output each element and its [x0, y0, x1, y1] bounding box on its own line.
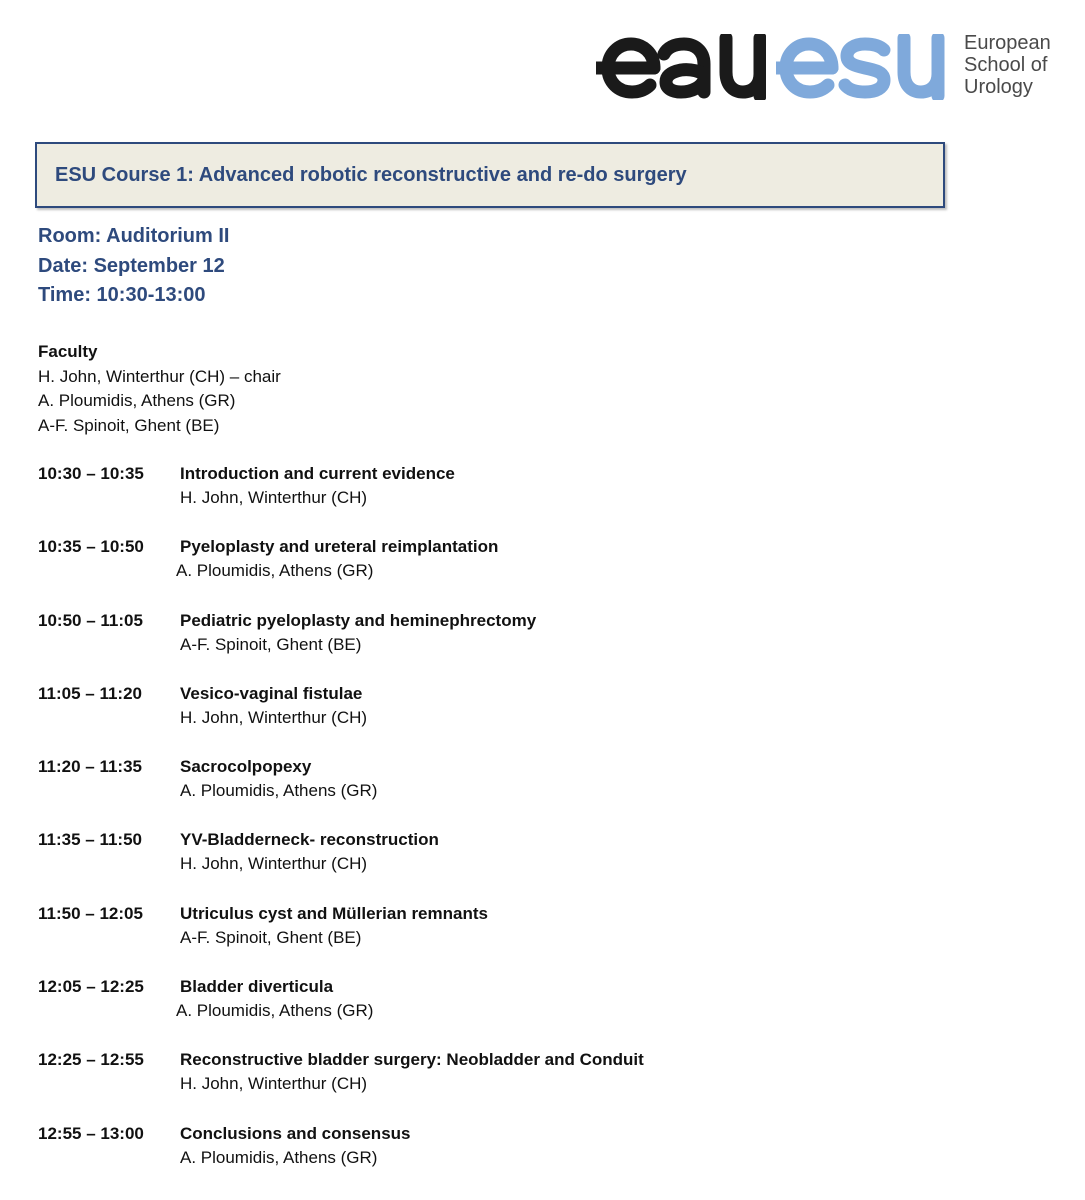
room-line: Room: Auditorium II [38, 225, 230, 247]
course-details [38, 222, 229, 311]
session-topic: Pediatric pyeloplasty and heminephrectomy [180, 610, 537, 630]
session-topic: Vesico-vaginal fistulae [180, 683, 363, 703]
session-topic: Utriculus cyst and Müllerian remnants [180, 903, 488, 923]
esu-logo [776, 34, 948, 100]
course-title-box [35, 142, 945, 208]
time-line: Time: 10:30-13:00 [38, 284, 206, 306]
session-topic: Conclusions and consensus [180, 1123, 411, 1143]
session-time: 11:35 – 11:50 [38, 830, 142, 850]
schedule-item [38, 828, 938, 901]
session-speaker: H. John, Winterthur (CH) [180, 488, 368, 507]
session-time: 12:25 – 12:55 [38, 1050, 144, 1070]
school-name-wordmark [964, 32, 1051, 98]
session-speaker: A. Ploumidis, Athens (GR) [176, 1001, 374, 1021]
session-speaker: H. John, Winterthur (CH) [180, 1074, 368, 1094]
session-time: 11:50 – 12:05 [38, 903, 143, 923]
session-topic: Reconstructive bladder surgery: Neobladder and Conduit [180, 1050, 644, 1070]
session-topic: Introduction and current evidence [180, 464, 455, 483]
session-topic: Pyeloplasty and ureteral reimplantation [180, 537, 499, 557]
faculty-member: H. John, Winterthur (CH) – chair [38, 366, 281, 386]
wordmark-line: Urology [964, 76, 1033, 98]
session-speaker: H. John, Winterthur (CH) [180, 854, 368, 874]
faculty-heading: Faculty [38, 342, 98, 361]
session-topic: Sacrocolpopexy [180, 757, 312, 777]
wordmark-line: School of [964, 54, 1048, 76]
session-topic: YV-Bladderneck- reconstruction [180, 830, 439, 850]
schedule-item [38, 975, 938, 1048]
schedule-item [38, 902, 938, 975]
session-time: 11:20 – 11:35 [38, 757, 142, 777]
session-speaker: A-F. Spinoit, Ghent (BE) [180, 927, 362, 947]
session-speaker: A. Ploumidis, Athens (GR) [176, 561, 374, 581]
date-line: Date: September 12 [38, 254, 225, 277]
schedule-item [38, 1048, 938, 1121]
session-time: 10:30 – 10:35 [38, 464, 144, 483]
schedule-list [38, 462, 938, 1195]
eau-logo [596, 34, 766, 100]
faculty-member: A. Ploumidis, Athens (GR) [38, 391, 236, 410]
header-logos [590, 28, 1070, 108]
faculty-section [38, 340, 281, 438]
session-speaker: H. John, Winterthur (CH) [180, 707, 368, 727]
schedule-item [38, 462, 938, 535]
session-time: 10:35 – 10:50 [38, 537, 144, 557]
session-speaker: A-F. Spinoit, Ghent (BE) [180, 634, 362, 654]
schedule-item [38, 535, 938, 608]
schedule-item [38, 682, 938, 755]
session-speaker: A. Ploumidis, Athens (GR) [180, 781, 378, 801]
session-speaker: A. Ploumidis, Athens (GR) [180, 1147, 378, 1167]
session-time: 10:50 – 11:05 [38, 610, 143, 630]
session-time: 12:05 – 12:25 [38, 977, 144, 997]
course-title: ESU Course 1: Advanced robotic reconstructive and re-do surgery [55, 164, 687, 186]
session-time: 11:05 – 11:20 [38, 683, 142, 703]
faculty-member: A-F. Spinoit, Ghent (BE) [38, 415, 220, 435]
wordmark-line: European [964, 32, 1051, 54]
session-topic: Bladder diverticula [180, 977, 334, 997]
session-time: 12:55 – 13:00 [38, 1123, 144, 1143]
schedule-item [38, 755, 938, 828]
schedule-item [38, 609, 938, 682]
schedule-item [38, 1122, 938, 1195]
